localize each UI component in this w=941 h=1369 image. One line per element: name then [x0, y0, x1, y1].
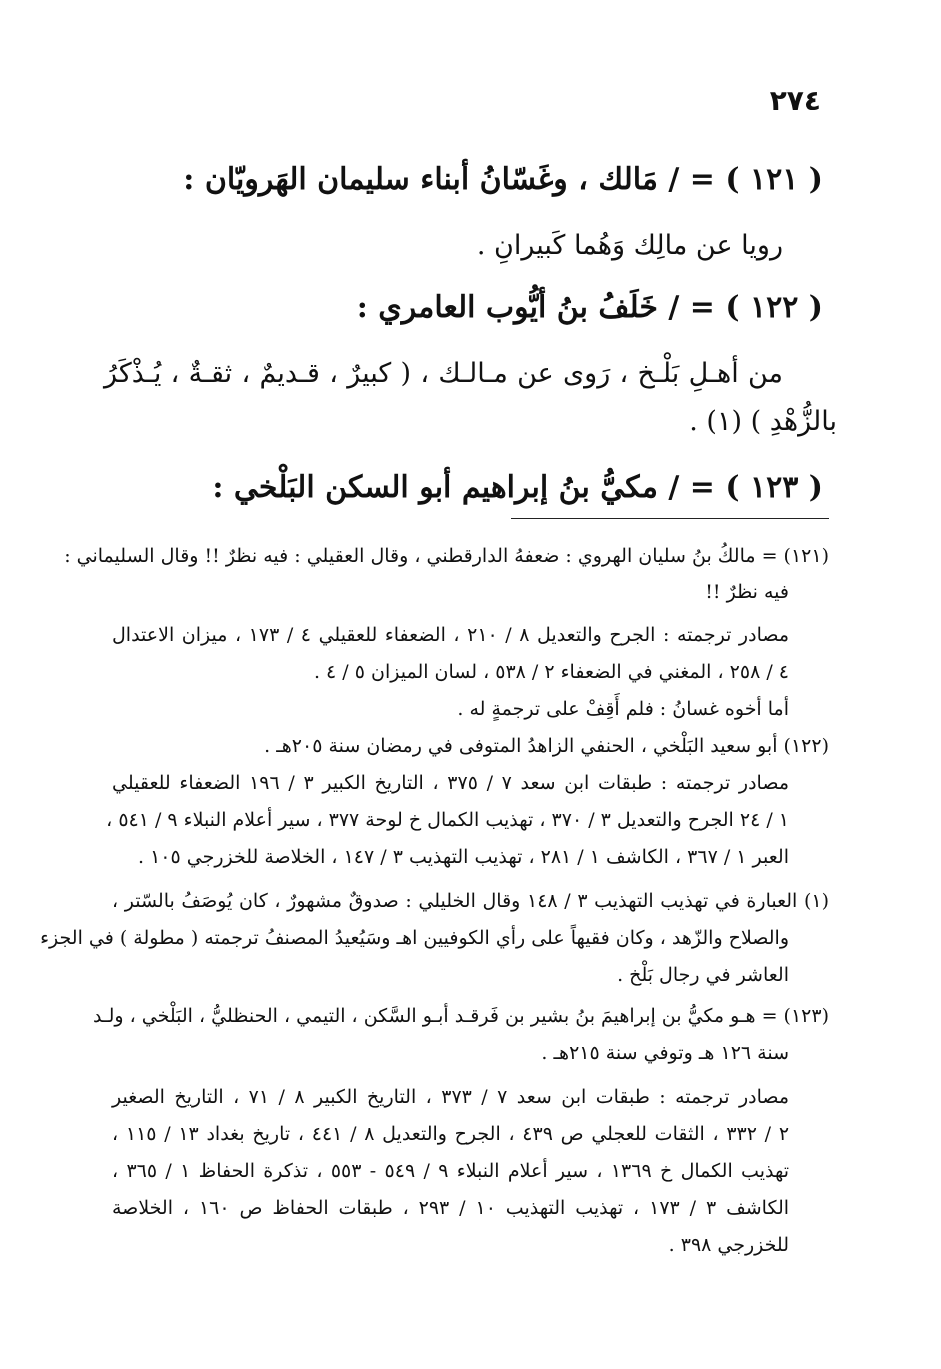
- footnote-line: أما أخوه غسانُ : فلم أَقِفْ على ترجمةٍ له .: [457, 698, 789, 720]
- footnote-line: سنة ١٢٦ هـ وتوفي سنة ٢١٥هـ .: [541, 1042, 789, 1064]
- footnote-line: العبر ١ / ٣٦٧ ، الكاشف ١ / ٢٨١ ، تهذيب التهذيب ٣ / ١٤٧ ، الخلاصة للخزرجي ١٠٥ .: [137, 846, 789, 868]
- entry-text-121: رويا عن مالِك وَهُما كَبيرانِ .: [476, 230, 783, 261]
- entry-heading-121: ( ١٢١ ) = / مَالك ، وغَسّانُ أبناء سليمان الهَرويّان :: [183, 162, 823, 197]
- footnote-line: العاشر في رجال بَلْخ .: [617, 964, 789, 986]
- footnote-line: (١) العبارة في تهذيب التهذيب ٣ / ١٤٨ وقال الخليلي : صدوقٌ مشهورٌ ، كان يُوصَفُ بالسّتر ،: [112, 890, 830, 912]
- footnote-line: ١ / ٢٤ الجرح والتعديل ٣ / ٣٧٠ ، تهذيب الكمال خ لوحة ٣٧٧ ، سير أعلام النبلاء ٩ / ٥٤١ ،: [106, 809, 789, 831]
- footnote-line: مصادر ترجمته : طبقات ابن سعد ٧ / ٣٧٥ ، التاريخ الكبير ٣ / ١٩٦ الضعفاء للعقيلي: [112, 772, 789, 794]
- footnote-line: تهذيب الكمال خ ١٣٦٩ ، سير أعلام النبلاء ٩ / ٥٤٩ - ٥٥٣ ، تذكرة الحفاظ ١ / ٣٦٥ ،: [112, 1160, 790, 1182]
- footnote-line: للخزرجي ٣٩٨ .: [668, 1234, 789, 1256]
- entry-text-122-line-1: من أهـلِ بَلْـخ ، رَوى عن مـالـك ، ( كبيرٌ ، قـديمٌ ، ثقـةٌ ، يُـذْكَرُ: [104, 358, 783, 389]
- footnote-line: (١٢٢) أبو سعيد البَلْخي ، الحنفي الزاهدُ المتوفى في رمضان سنة ٢٠٥هـ .: [264, 735, 829, 757]
- footnote-line: مصادر ترجمته : الجرح والتعديل ٨ / ٢١٠ ، الضعفاء للعقيلي ٤ / ١٧٣ ، ميزان الاعتدال: [112, 624, 790, 646]
- entry-heading-123: ( ١٢٣ ) = / مكيُّ بنُ إبراهيم أبو السكن البَلْخي :: [212, 470, 823, 505]
- footnote-line: (١٢١) = مالكُ بنُ سليان الهروي : ضعفهُ الدارقطني ، وقال العقيلي : فيه نظرٌ !! وقال السليماني :: [64, 545, 829, 567]
- footnote-line: ٢ / ٣٣٢ ، الثقات للعجلي ص ٤٣٩ ، الجرح والتعديل ٨ / ٤٤١ ، تاريخ بغداد ١٣ / ١١٥ ،: [112, 1123, 790, 1145]
- footnote-line: فيه نظرٌ !!: [705, 581, 789, 603]
- page-number: ٢٧٤: [769, 84, 821, 117]
- footnote-line: ٤ / ٢٥٨ ، المغني في الضعفاء ٢ / ٥٣٨ ، لسان الميزان ٥ / ٤ .: [313, 661, 789, 683]
- entry-heading-122: ( ١٢٢ ) = / خَلَفُ بنُ أيُّوب العامري :: [356, 290, 823, 325]
- footnote-line: الكاشف ٣ / ١٧٣ ، تهذيب التهذيب ١٠ / ٢٩٣ ، طبقات الحفاظ ص ١٦٠ ، الخلاصة: [112, 1197, 790, 1219]
- footnote-line: والصلاح والزّهد ، وكان فقيهاً على رأي الكوفيين اهـ وسَيُعيدُ المصنفُ ترجمته ( مطولة ) في الجزء: [40, 927, 789, 949]
- footnote-line: مصادر ترجمته : طبقات ابن سعد ٧ / ٣٧٣ ، التاريخ الكبير ٨ / ٧١ ، التاريخ الصغير: [112, 1086, 790, 1108]
- footnote-line: (١٢٣) = هـو مكيُّ بن إبراهيمَ بنُ بشير بن فَرقـد أبـو السَّكن ، التيمي ، الحنظليُّ ، البَلْخي ، ولـد: [93, 1005, 829, 1027]
- footnote-separator: [511, 518, 829, 519]
- entry-text-122-line-2: بالزُّهْدِ ) (١) .: [689, 406, 837, 437]
